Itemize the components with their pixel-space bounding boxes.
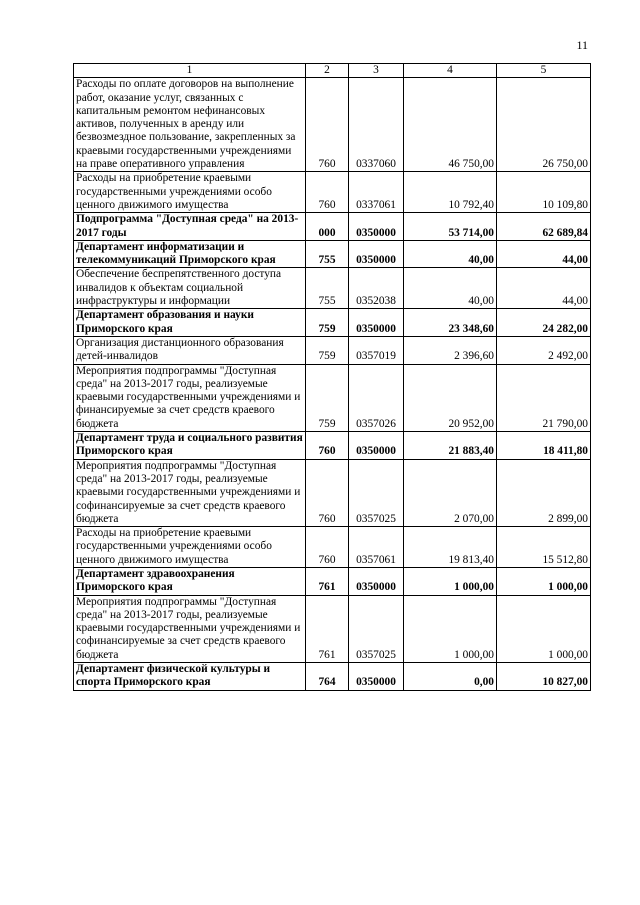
row-amount-2015-cell: 18 411,80 — [497, 432, 591, 460]
row-department-code-cell: 000 — [306, 213, 349, 241]
column-number-row — [74, 64, 591, 78]
table-row-section — [74, 432, 591, 460]
row-department-code-cell: 755 — [306, 240, 349, 268]
row-target-code-cell: 0357025 — [349, 459, 404, 526]
row-amount-2015-cell: 62 689,84 — [497, 213, 591, 241]
row-amount-2014-cell: 2 070,00 — [404, 459, 497, 526]
row-name-cell: Организация дистанционного образования детей-инвалидов — [74, 336, 306, 364]
row-amount-2014-cell: 40,00 — [404, 268, 497, 309]
row-amount-2015-cell: 44,00 — [497, 240, 591, 268]
column-header: 2 — [306, 64, 349, 78]
row-target-code-cell: 0350000 — [349, 309, 404, 337]
row-amount-2015-cell: 44,00 — [497, 268, 591, 309]
row-name-cell: Мероприятия подпрограммы "Доступная среда" на 2013-2017 годы, реализуемые краевыми государственными учреждениями и финансируемые за счет средств краевого бюджета — [74, 364, 306, 431]
row-amount-2014-cell: 1 000,00 — [404, 595, 497, 662]
row-department-code-cell: 759 — [306, 309, 349, 337]
row-name-cell: Мероприятия подпрограммы "Доступная среда" на 2013-2017 годы, реализуемые краевыми государственными учреждениями и софинансируемые за счет средств краевого бюджета — [74, 459, 306, 526]
row-department-code-cell: 755 — [306, 268, 349, 309]
row-amount-2014-cell: 0,00 — [404, 663, 497, 691]
row-name-cell: Департамент физической культуры и спорта Приморского края — [74, 663, 306, 691]
table-row-section — [74, 663, 591, 691]
table-row-section — [74, 309, 591, 337]
row-target-code-cell: 0357025 — [349, 595, 404, 662]
row-name-cell: Департамент информатизации и телекоммуникаций Приморского края — [74, 240, 306, 268]
row-amount-2014-cell: 19 813,40 — [404, 527, 497, 568]
row-department-code-cell: 764 — [306, 663, 349, 691]
row-amount-2015-cell: 21 790,00 — [497, 364, 591, 431]
row-target-code-cell: 0350000 — [349, 213, 404, 241]
row-amount-2014-cell: 10 792,40 — [404, 172, 497, 213]
row-amount-2014-cell: 1 000,00 — [404, 567, 497, 595]
row-amount-2014-cell: 23 348,60 — [404, 309, 497, 337]
row-name-cell: Подпрограмма "Доступная среда" на 2013-2017 годы — [74, 213, 306, 241]
row-name-cell: Департамент здравоохранения Приморского края — [74, 567, 306, 595]
row-target-code-cell: 0350000 — [349, 567, 404, 595]
table-row — [74, 595, 591, 662]
page-number: 11 — [576, 38, 588, 52]
row-name-cell: Расходы на приобретение краевыми государственными учреждениями особо ценного движимого имущества — [74, 172, 306, 213]
row-amount-2015-cell: 1 000,00 — [497, 567, 591, 595]
row-name-cell: Расходы по оплате договоров на выполнение работ, оказание услуг, связанных с капитальным ремонтом нефинансовых активов, полученных в аренду или безвозмездное пользование, закрепленных за краевыми государственными учреждениями на праве оперативного управления — [74, 78, 306, 172]
row-department-code-cell: 761 — [306, 595, 349, 662]
row-amount-2015-cell: 26 750,00 — [497, 78, 591, 172]
row-amount-2015-cell: 2 492,00 — [497, 336, 591, 364]
row-amount-2014-cell: 40,00 — [404, 240, 497, 268]
table-row — [74, 78, 591, 172]
column-header: 1 — [74, 64, 306, 78]
row-amount-2015-cell: 1 000,00 — [497, 595, 591, 662]
row-amount-2015-cell: 10 109,80 — [497, 172, 591, 213]
row-amount-2014-cell: 2 396,60 — [404, 336, 497, 364]
row-name-cell: Мероприятия подпрограммы "Доступная среда" на 2013-2017 годы, реализуемые краевыми государственными учреждениями и софинансируемые за счет средств краевого бюджета — [74, 595, 306, 662]
table-row-section — [74, 240, 591, 268]
column-header: 3 — [349, 64, 404, 78]
table-row — [74, 336, 591, 364]
column-header: 4 — [404, 64, 497, 78]
row-name-cell: Департамент образования и науки Приморского края — [74, 309, 306, 337]
table-row-section — [74, 567, 591, 595]
column-header: 5 — [497, 64, 591, 78]
row-amount-2014-cell: 20 952,00 — [404, 364, 497, 431]
table-row — [74, 527, 591, 568]
row-name-cell: Департамент труда и социального развития Приморского края — [74, 432, 306, 460]
row-target-code-cell: 0337061 — [349, 172, 404, 213]
row-amount-2014-cell: 21 883,40 — [404, 432, 497, 460]
table-row — [74, 459, 591, 526]
table-row-section — [74, 213, 591, 241]
row-target-code-cell: 0350000 — [349, 432, 404, 460]
row-department-code-cell: 761 — [306, 567, 349, 595]
row-department-code-cell: 760 — [306, 432, 349, 460]
table-row — [74, 268, 591, 309]
row-department-code-cell: 759 — [306, 364, 349, 431]
row-department-code-cell: 759 — [306, 336, 349, 364]
table-row — [74, 172, 591, 213]
row-target-code-cell: 0350000 — [349, 663, 404, 691]
row-department-code-cell: 760 — [306, 172, 349, 213]
table-row — [74, 364, 591, 431]
row-target-code-cell: 0357026 — [349, 364, 404, 431]
row-amount-2014-cell: 46 750,00 — [404, 78, 497, 172]
row-department-code-cell: 760 — [306, 527, 349, 568]
budget-table — [73, 63, 591, 691]
row-target-code-cell: 0350000 — [349, 240, 404, 268]
row-department-code-cell: 760 — [306, 459, 349, 526]
row-amount-2015-cell: 15 512,80 — [497, 527, 591, 568]
row-amount-2015-cell: 2 899,00 — [497, 459, 591, 526]
row-department-code-cell: 760 — [306, 78, 349, 172]
row-target-code-cell: 0337060 — [349, 78, 404, 172]
row-amount-2015-cell: 10 827,00 — [497, 663, 591, 691]
row-target-code-cell: 0352038 — [349, 268, 404, 309]
row-amount-2015-cell: 24 282,00 — [497, 309, 591, 337]
row-name-cell: Обеспечение беспрепятственного доступа инвалидов к объектам социальной инфраструктуры и информации — [74, 268, 306, 309]
row-target-code-cell: 0357019 — [349, 336, 404, 364]
row-name-cell: Расходы на приобретение краевыми государственными учреждениями особо ценного движимого имущества — [74, 527, 306, 568]
row-amount-2014-cell: 53 714,00 — [404, 213, 497, 241]
row-target-code-cell: 0357061 — [349, 527, 404, 568]
